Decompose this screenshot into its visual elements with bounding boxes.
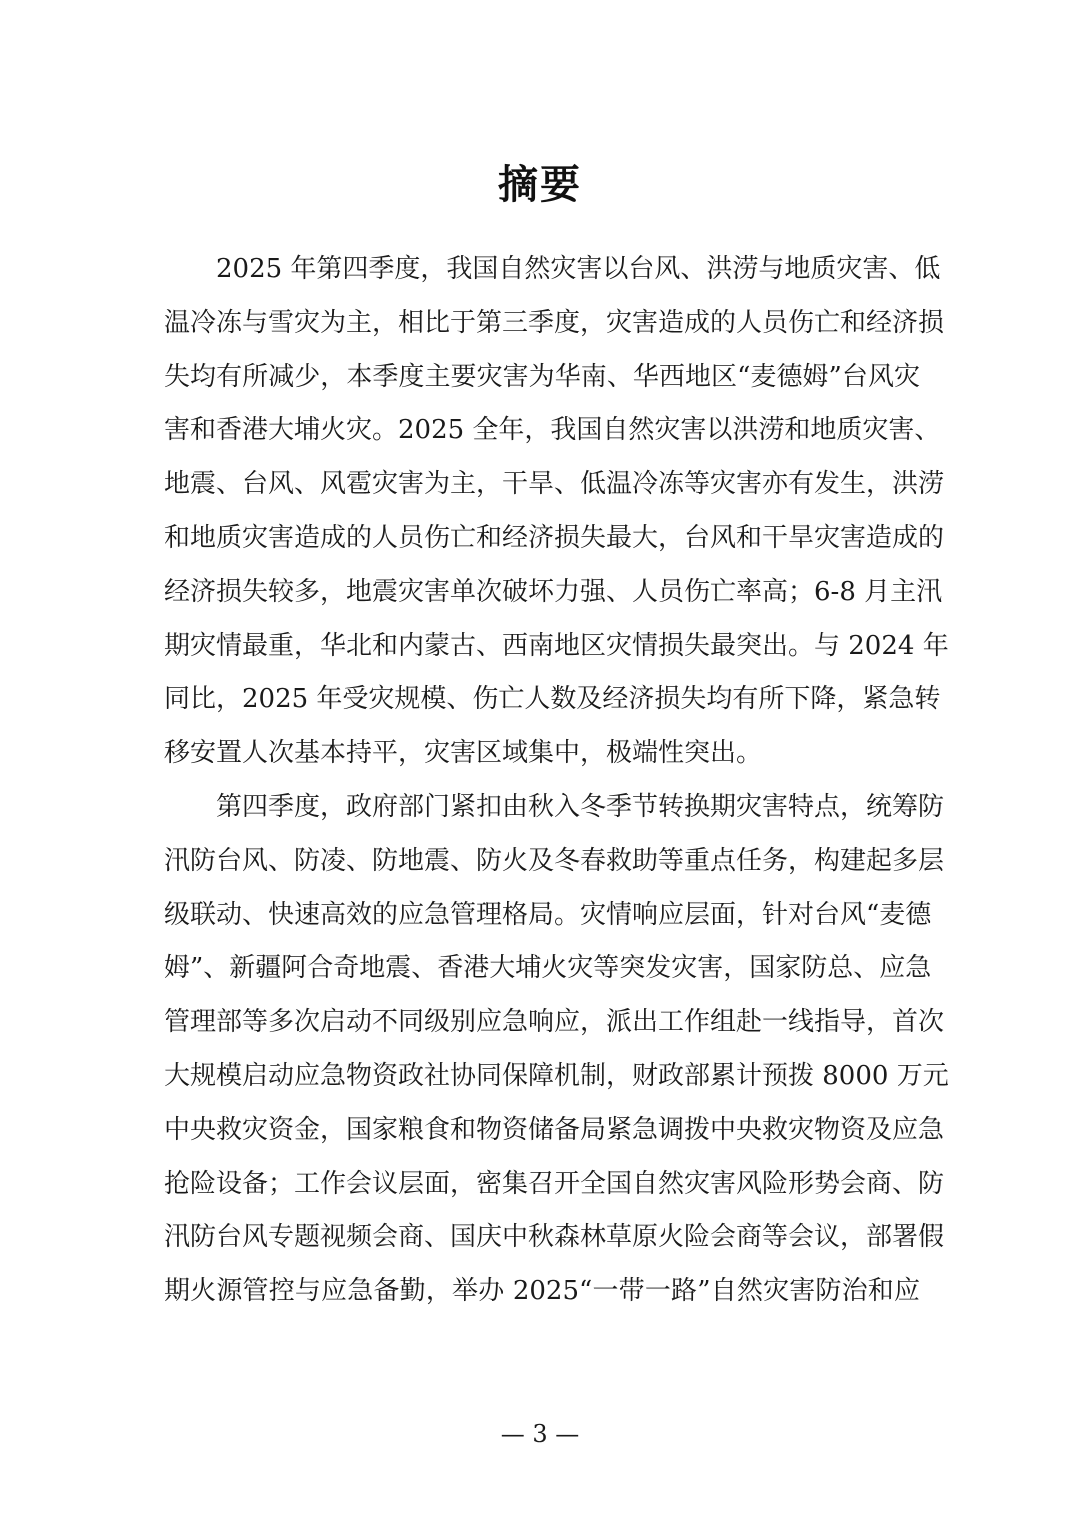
text-line: 温冷冻与雪灾为主，相比于第三季度，灾害造成的人员伤亡和经济损 [164, 307, 945, 338]
text-line: 抢险设备；工作会议层面，密集召开全国自然灾害风险形势会商、防 [164, 1168, 945, 1199]
text-line: 管理部等多次启动不同级别应急响应，派出工作组赴一线指导，首次 [164, 1007, 945, 1038]
paragraph-1 [164, 243, 949, 781]
document-body [164, 243, 949, 1319]
text-line: 姆”、新疆阿合奇地震、香港大埔火灾等突发灾害，国家防总、应急 [164, 953, 932, 984]
text-line: 移安置人次基本持平，灾害区域集中，极端性突出。 [164, 738, 763, 769]
text-line: 害和香港大埔火灾。2025 全年，我国自然灾害以洪涝和地质灾害、 [164, 415, 941, 446]
text-line: 中央救灾资金，国家粮食和物资储备局紧急调拨中央救灾物资及应急 [164, 1114, 945, 1145]
text-line: 和地质灾害造成的人员伤亡和经济损失最大，台风和干旱灾害造成的 [164, 522, 945, 553]
page-title: 摘要 [498, 162, 582, 208]
text-line: 汛防台风专题视频会商、国庆中秋森林草原火险会商等会议，部署假 [164, 1222, 945, 1253]
text-line: 地震、台风、风雹灾害为主，干旱、低温冷冻等灾害亦有发生，洪涝 [164, 469, 945, 500]
paragraph-2 [164, 781, 949, 1319]
text-line: 第四季度，政府部门紧扣由秋入冬季节转换期灾害特点，统筹防 [216, 791, 945, 822]
text-line: 2025 年第四季度，我国自然灾害以台风、洪涝与地质灾害、低 [216, 254, 941, 284]
text-line: 级联动、快速高效的应急管理格局。灾情响应层面，针对台风“麦德 [164, 899, 932, 930]
text-line: 期火源管控与应急备勤，举办 2025“一带一路”自然灾害防治和应 [164, 1276, 920, 1307]
text-line: 同比，2025 年受灾规模、伤亡人数及经济损失均有所下降，紧急转 [164, 684, 941, 715]
page-number: — 3 — [500, 1420, 580, 1448]
text-line: 大规模启动应急物资政社协同保障机制，财政部累计预拨 8000 万元 [164, 1060, 949, 1091]
text-line: 失均有所减少，本季度主要灾害为华南、华西地区“麦德姆”台风灾 [164, 361, 920, 392]
text-line: 汛防台风、防凌、防地震、防火及冬春救助等重点任务，构建起多层 [164, 845, 945, 876]
text-line: 期灾情最重，华北和内蒙古、西南地区灾情损失最突出。与 2024 年 [164, 630, 949, 661]
text-line: 经济损失较多，地震灾害单次破坏力强、人员伤亡率高；6-8 月主汛 [164, 576, 943, 607]
